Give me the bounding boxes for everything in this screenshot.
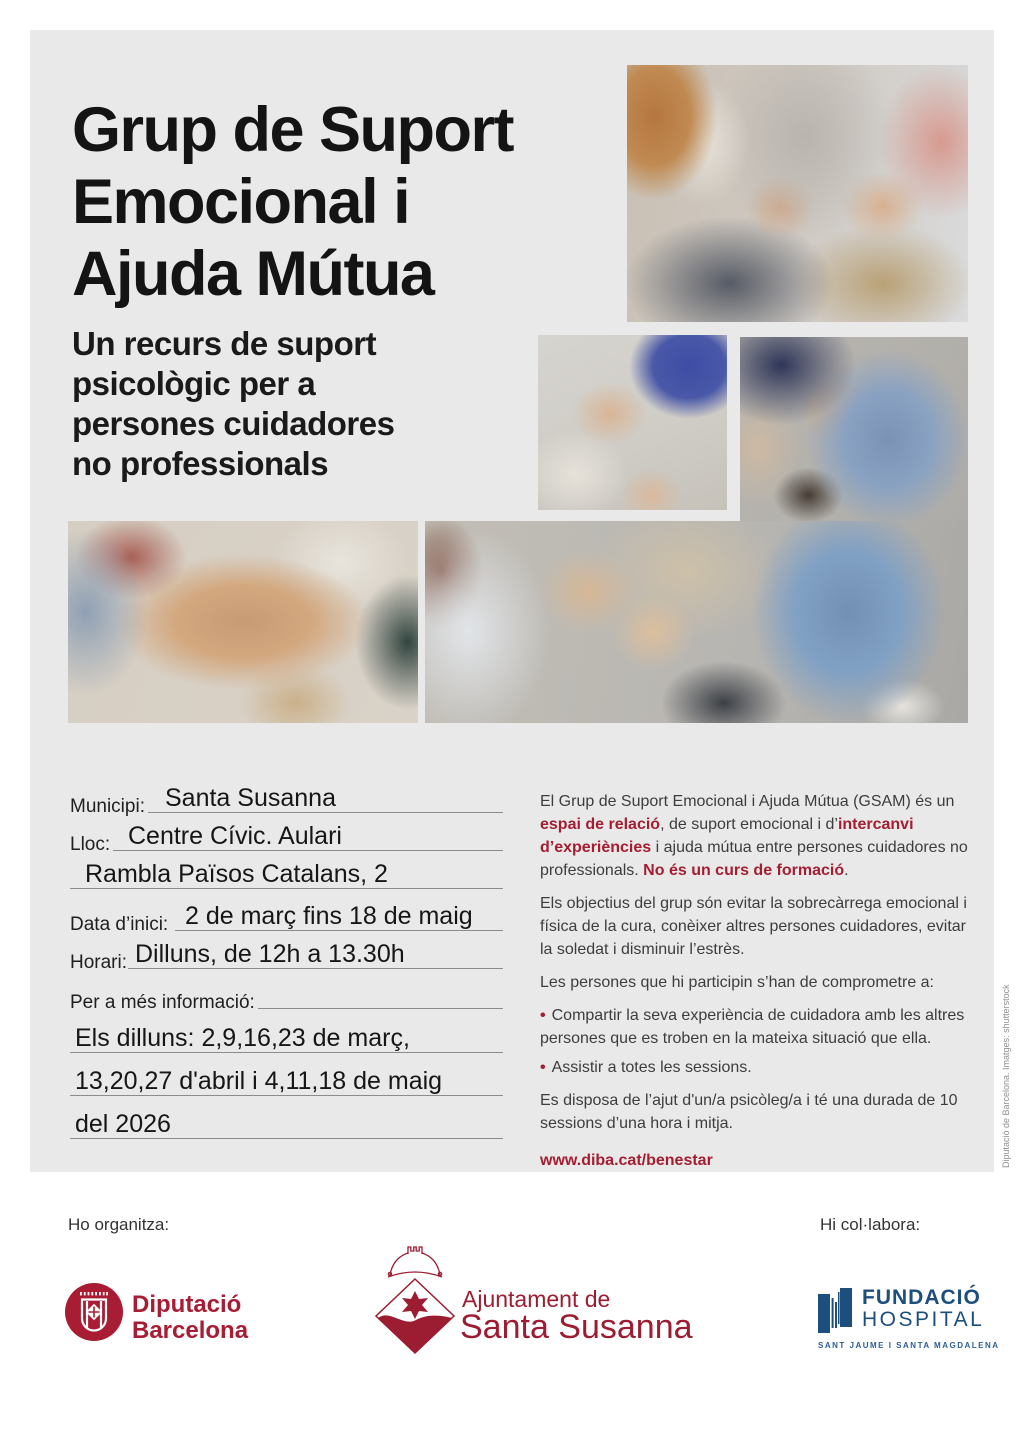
title-line-1: Grup de Suport: [72, 95, 513, 166]
field-underline: [70, 1138, 503, 1139]
poster-subtitle: [72, 324, 394, 484]
field-value-sessions-2: 13,20,27 d'abril i 4,11,18 de maig: [75, 1067, 443, 1095]
fundacio-tagline: SANT JAUME I SANTA MAGDALENA: [818, 1341, 1000, 1350]
field-value-municipi: Santa Susanna: [165, 784, 336, 812]
info-p1-highlight-2: intercanvi d’experiències: [540, 816, 914, 856]
photo-group-raised-hands: [425, 521, 968, 723]
field-underline: [258, 1008, 503, 1009]
field-value-data-inici: 2 de març fins 18 de maig: [185, 902, 473, 930]
info-paragraph-1: [540, 790, 970, 882]
field-underline: [175, 930, 503, 931]
bullet-dot: •: [540, 1007, 546, 1024]
field-underline: [70, 1095, 503, 1096]
info-paragraph-2: Els objectius del grup són evitar la sobrecàrrega emocional i física de la cura, conèixer altres persones cuidadores, evitar la soledat i disminuir l’estrès.: [540, 895, 967, 958]
ajuntament-wordmark-line2: Santa Susanna: [460, 1308, 693, 1346]
info-p1-text: i ajuda mútua entre persones cuidadores no professionals.: [540, 839, 968, 879]
info-paragraph-4: Es disposa de l’ajut d'un/a psicòleg/a i té una durada de 10 sessions d’una hora i mitja.: [540, 1092, 958, 1132]
field-label-mes-informacio: Per a més informació:: [70, 992, 255, 1013]
subtitle-line-1: Un recurs de suport: [72, 325, 377, 362]
fundacio-hospital-h-icon: [818, 1288, 852, 1339]
subtitle-line-3: persones cuidadores: [72, 405, 395, 442]
info-p1-highlight-1: espai de relació: [540, 816, 661, 833]
fundacio-wordmark-line2: HOSPITAL: [862, 1308, 985, 1331]
info-p1-highlight-3: No és un curs de formació: [643, 862, 845, 879]
diputacio-barcelona-seal-icon: [65, 1283, 123, 1346]
subtitle-line-4: no professionals: [72, 445, 329, 482]
field-underline: [113, 850, 503, 851]
diputacio-word-1: Diputació: [132, 1291, 242, 1318]
field-underline: [148, 812, 503, 813]
field-underline: [70, 888, 503, 889]
santa-susanna-shield-icon: [370, 1240, 460, 1360]
ajuntament-wordmark-line1: Ajuntament de: [462, 1286, 611, 1312]
info-p1-text: El Grup de Suport Emocional i Ajuda Mútua (GSAM) és un: [540, 793, 955, 810]
field-underline: [70, 1052, 503, 1053]
diba-benestar-url: www.diba.cat/benestar: [540, 1152, 713, 1169]
title-line-2: Emocional i: [72, 167, 410, 238]
field-value-horari: Dilluns, de 12h a 13.30h: [135, 940, 405, 968]
diputacio-barcelona-wordmark: [132, 1292, 248, 1344]
field-label-data-inici: Data d’inici:: [70, 914, 169, 935]
fundacio-wordmark-line1: FUNDACIÓ: [862, 1286, 981, 1309]
title-line-3: Ajuda Mútua: [72, 239, 434, 310]
poster-title: [72, 94, 513, 310]
info-text-column: [540, 790, 970, 1172]
bullet-item-2: [540, 1056, 970, 1079]
photo-group-therapy-circle: [627, 65, 968, 322]
field-label-lloc: Lloc:: [70, 834, 111, 855]
organizer-label: Ho organitza:: [68, 1215, 170, 1234]
info-p1-text: .: [844, 862, 849, 879]
photo-credit-vertical: Diputació de Barcelona. Imatges: shutterstock: [1001, 984, 1011, 1168]
bullet-item-1: [540, 1004, 970, 1050]
collaborator-label: Hi col·labora:: [820, 1215, 921, 1234]
field-underline: [128, 968, 503, 969]
field-label-municipi: Municipi:: [70, 796, 145, 817]
field-value-lloc: Centre Cívic. Aulari: [128, 822, 342, 850]
bullet-1-text: Compartir la seva experiència de cuidadora amb les altres persones que es troben en la mateixa situació que ella.: [540, 1007, 965, 1047]
field-label-horari: Horari:: [70, 952, 128, 973]
info-p1-text: , de suport emocional i d’: [660, 816, 838, 833]
subtitle-line-2: psicològic per a: [72, 365, 316, 402]
diputacio-word-2: Barcelona: [132, 1317, 249, 1344]
photo-stacked-hands: [68, 521, 418, 723]
field-value-adreca: Rambla Països Catalans, 2: [85, 860, 388, 888]
field-value-sessions-1: Els dilluns: 2,9,16,23 de març,: [75, 1024, 410, 1052]
info-paragraph-3: Les persones que hi participin s’han de comprometre a:: [540, 974, 934, 991]
bullet-dot: •: [540, 1059, 546, 1076]
bullet-2-text: Assistir a totes les sessions.: [551, 1059, 752, 1076]
photo-clasped-hands: [538, 335, 727, 510]
photo-seated-group-jeans: [740, 337, 968, 523]
field-value-sessions-3: del 2026: [75, 1110, 171, 1138]
